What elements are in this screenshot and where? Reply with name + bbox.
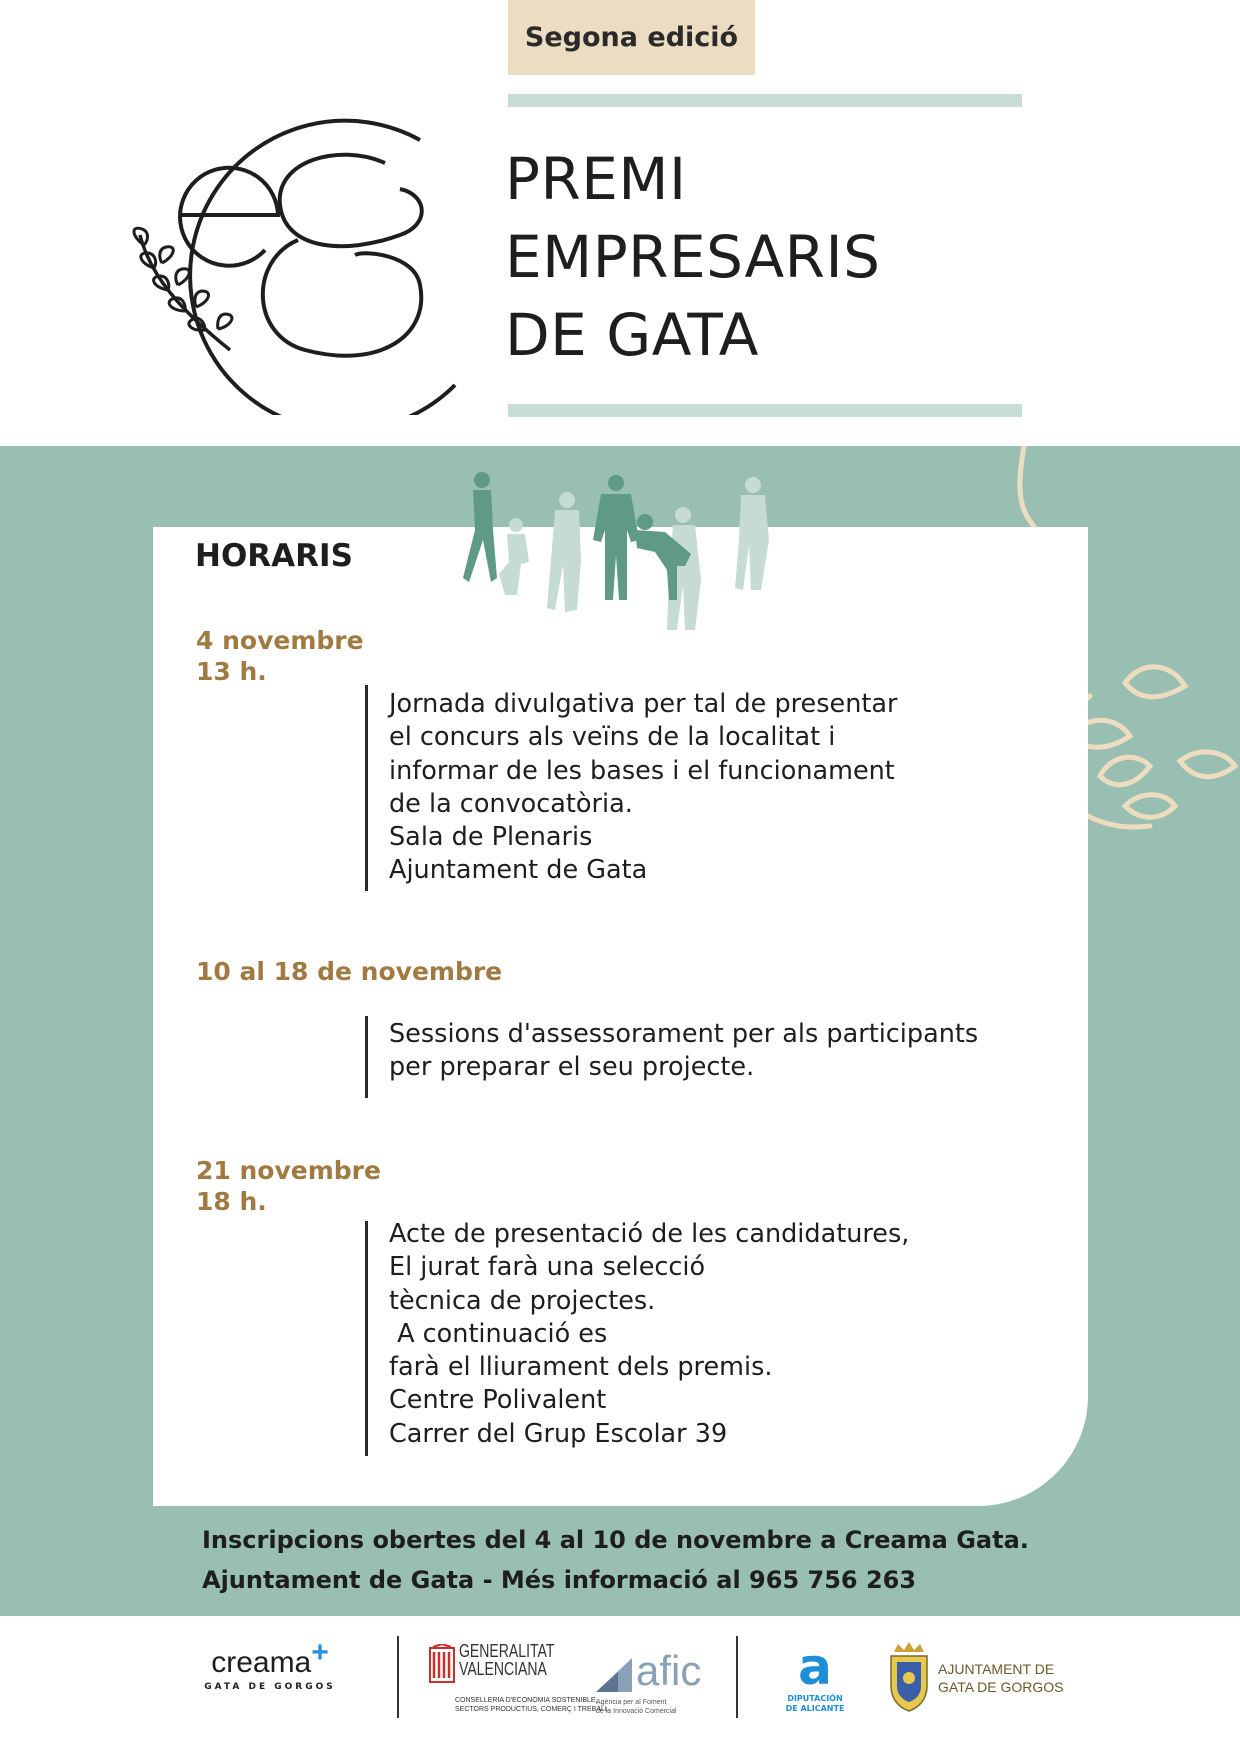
registration-info: Inscripcions obertes del 4 al 10 de novembre a Creama Gata. (202, 1526, 1029, 1554)
generalitat-sub-2: SECTORS PRODUCTIUS, COMERÇ I TREBALL (455, 1706, 609, 1713)
event-3-line: farà el lliurament dels premis. (389, 1352, 773, 1383)
event-1-description (389, 688, 898, 888)
eg-logo (130, 85, 470, 415)
diputacion-logo (775, 1640, 855, 1720)
event-3-day: 21 novembre (196, 1156, 381, 1185)
creama-plus: + (311, 1636, 329, 1669)
event-1-line: Sala de Plenaris (389, 822, 593, 853)
event-1-line: Ajuntament de Gata (389, 855, 648, 886)
generalitat-line-1: GENERALITAT (459, 1641, 555, 1661)
afic-sub-1: Agència per al Foment (596, 1699, 667, 1706)
event-3-line: A continuació es (389, 1318, 608, 1349)
afic-logo (596, 1647, 726, 1724)
top-rule (508, 94, 1022, 107)
event-2-description (389, 1018, 978, 1085)
event-1-time: 13 h. (196, 657, 267, 686)
event-3-line: Acte de presentació de les candidatures, (389, 1219, 910, 1249)
afic-name: afic (636, 1647, 702, 1694)
event-3-description (389, 1218, 909, 1451)
diputacion-line-2: DE ALICANTE (785, 1704, 845, 1713)
title-line-2: EMPRESARIS (505, 223, 881, 291)
generalitat-sub-1: CONSELLERIA D'ECONOMIA SOSTENIBLE, (455, 1697, 598, 1704)
contact-info: Ajuntament de Gata - Més informació al 965 756 263 (202, 1566, 917, 1594)
title-line-1: PREMI (505, 145, 687, 213)
event-3-line: El jurat farà una selecció (389, 1252, 706, 1283)
event-2-line: Sessions d'assessorament per als participants (389, 1019, 979, 1049)
title-line-3: DE GATA (505, 301, 759, 369)
creama-name: creama (211, 1646, 312, 1679)
coat-of-arms-icon (888, 1642, 930, 1712)
ajuntament-line-1: AJUNTAMENT DE (938, 1661, 1055, 1677)
event-1-line: el concurs als veïns de la localitat i (389, 722, 836, 753)
ajuntament-line-2: GATA DE GORGOS (938, 1679, 1064, 1695)
afic-mark-icon (596, 1658, 632, 1692)
event-3-line: tècnica de projectes. (389, 1285, 656, 1316)
event-3-time: 18 h. (196, 1187, 267, 1216)
diputacion-line-1: DIPUTACIÓN (787, 1694, 843, 1703)
event-2-day: 10 al 18 de novembre (196, 957, 503, 986)
event-1-date (196, 625, 364, 687)
event-3-line: Centre Polivalent (389, 1385, 607, 1416)
event-3-line: Carrer del Grup Escolar 39 (389, 1418, 728, 1449)
generalitat-emblem-icon (429, 1644, 455, 1688)
event-2-line: per preparar el seu projecte. (389, 1052, 755, 1083)
edition-badge: Segona edició (508, 0, 755, 75)
event-3-date (196, 1155, 381, 1217)
afic-sub-2: de la Innovació Comercial (596, 1708, 677, 1715)
event-1-line: Jornada divulgativa per tal de presentar (389, 689, 898, 719)
generalitat-line-2: VALENCIANA (459, 1659, 547, 1679)
event-1-day: 4 novembre (196, 626, 364, 655)
event-title (505, 140, 880, 374)
creama-logo (190, 1636, 350, 1692)
people-silhouettes (455, 470, 795, 652)
event-1-line: informar de les bases i el funcionament (389, 755, 895, 786)
event-1-line: de la convocatòria. (389, 788, 633, 819)
logo-separator (397, 1636, 399, 1718)
generalitat-logo (425, 1640, 609, 1720)
diputacion-mark: a (798, 1638, 832, 1696)
event-2-date (196, 956, 502, 987)
event-3-rule (365, 1221, 368, 1456)
schedule-heading: HORARIS (195, 538, 353, 574)
bottom-rule (508, 404, 1022, 417)
logo-separator (736, 1636, 738, 1718)
event-1-rule (365, 685, 368, 891)
event-2-rule (365, 1016, 368, 1098)
ajuntament-logo (888, 1642, 1068, 1722)
creama-sub: GATA DE GORGOS (204, 1682, 336, 1692)
